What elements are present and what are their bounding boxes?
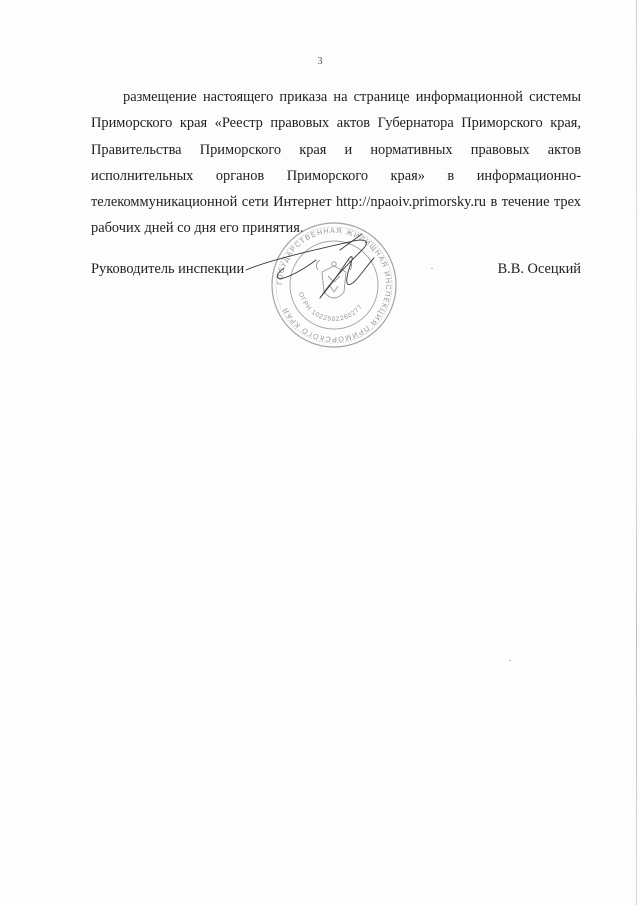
seal-outer-text: ГОСУДАРСТВЕННАЯ ЖИЛИЩНАЯ ИНСПЕКЦИЯ ПРИМОРСКОГО КРАЯ xyxy=(274,225,394,345)
scan-speck xyxy=(509,660,511,661)
svg-text:ГОСУДАРСТВЕННАЯ ЖИЛИЩНАЯ ИНСПЕ xyxy=(275,226,393,344)
seal-inner-ring xyxy=(290,241,378,329)
svg-text:ОГРН 1022502260277 xyxy=(297,291,365,323)
handwritten-signature xyxy=(246,234,374,298)
page-number: 3 xyxy=(317,56,323,67)
signatory-role: Руководитель инспекции xyxy=(91,261,245,277)
signatory-name: В.В. Осецкий xyxy=(497,261,581,277)
body-paragraph: размещение настоящего приказа на странице информационной системы Приморского края «Реестр правовых актов Губернатора Приморского края, Правительства Приморского края и нормативных правовых актов исполнительных органов Приморского края» в информационно-телекоммуникационной сети Интернет http://npaoiv.primorsky.ru в течение трех рабочих дней со дня его принятия. xyxy=(91,89,581,237)
seal-inner-text: ОГРН 1022502260277 xyxy=(296,291,365,324)
seal-outer-ring xyxy=(272,223,396,347)
official-seal-stamp xyxy=(244,220,424,350)
scan-speck xyxy=(431,268,433,269)
scan-edge-line xyxy=(636,0,637,905)
